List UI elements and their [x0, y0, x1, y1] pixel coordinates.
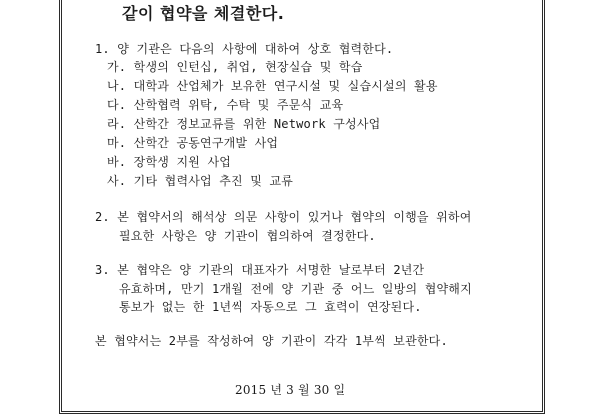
article-1 — [95, 42, 393, 56]
item-text: 산학간 정보교류를 위한 Network 구성사업 — [133, 117, 381, 131]
article-text: 본 협약은 양 기관의 대표자가 서명한 날로부터 2년간 — [117, 263, 425, 277]
article-text: 양 기관은 다음의 사항에 대하여 상호 협력한다. — [117, 42, 394, 56]
item-text: 기타 협력사업 추진 및 교류 — [133, 174, 294, 188]
list-item — [107, 79, 438, 93]
article-2-continuation: 필요한 사항은 양 기관이 협의하여 결정한다. — [119, 229, 376, 243]
list-item — [107, 174, 293, 188]
item-text: 대학과 산업체가 보유한 연구시설 및 실습시설의 활용 — [133, 79, 438, 93]
item-text: 장학생 지원 사업 — [133, 155, 232, 169]
list-item — [107, 155, 231, 169]
item-marker: 가. — [107, 60, 127, 74]
list-item — [107, 136, 278, 150]
article-number: 3. — [95, 263, 110, 277]
item-marker: 다. — [107, 98, 127, 112]
article-number: 2. — [95, 210, 110, 224]
item-text: 산학협력 위탁, 수탁 및 주문식 교육 — [133, 98, 344, 112]
article-text: 본 협약서의 해석상 의문 사항이 있거나 협약의 이행을 위하여 — [117, 210, 472, 224]
item-marker: 바. — [107, 155, 127, 169]
list-item — [107, 60, 363, 74]
item-marker: 마. — [107, 136, 127, 150]
article-3 — [95, 263, 424, 277]
article-2 — [95, 210, 472, 224]
item-marker: 사. — [107, 174, 127, 188]
article-number: 1. — [95, 42, 110, 56]
item-text: 학생의 인턴십, 취업, 현장실습 및 학습 — [133, 60, 363, 74]
list-item — [107, 117, 380, 131]
item-marker: 나. — [107, 79, 127, 93]
item-marker: 라. — [107, 117, 127, 131]
item-text: 산학간 공동연구개발 사업 — [133, 136, 279, 150]
document-title: 같이 협약을 체결한다. — [122, 4, 285, 23]
article-3-continuation: 통보가 없는 한 1년씩 자동으로 그 효력이 연장된다. — [119, 300, 422, 314]
signing-date: 2015 년 3 월 30 일 — [235, 383, 346, 397]
closing-statement: 본 협약서는 2부를 작성하여 양 기관이 각각 1부씩 보관한다. — [95, 334, 448, 348]
article-3-continuation: 유효하며, 만기 1개월 전에 양 기관 중 어느 일방의 협약해지 — [119, 282, 472, 296]
list-item — [107, 98, 343, 112]
